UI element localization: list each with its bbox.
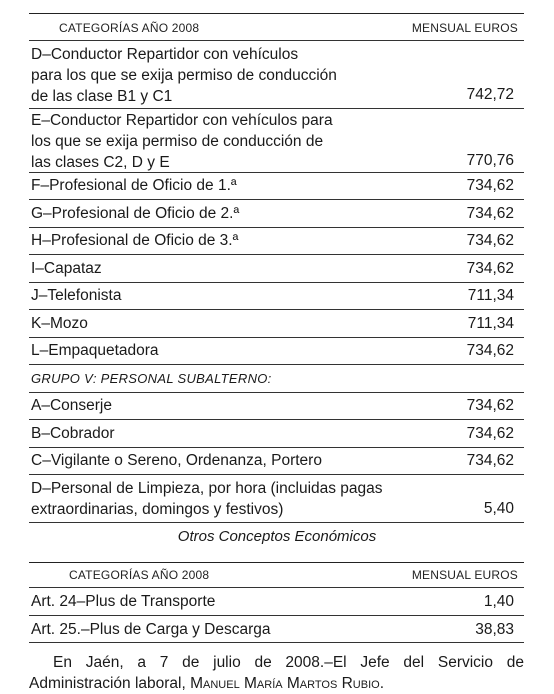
row-value: 734,62 (466, 232, 514, 249)
header-amount: MENSUAL EUROS (411, 21, 518, 35)
row-label: J–Telefonista (31, 287, 122, 304)
header-amount: MENSUAL EUROS (411, 568, 518, 582)
row-label: Art. 24–Plus de Transporte (31, 593, 216, 610)
row-rule (29, 474, 524, 475)
row-value: 734,62 (466, 342, 514, 359)
table-bottom-rule (29, 642, 524, 643)
row-value: 734,62 (466, 452, 514, 469)
row-rule (29, 309, 524, 310)
row-label: F–Profesional de Oficio de 1.ª (31, 177, 237, 194)
row-value: 734,62 (466, 177, 514, 194)
row-label: D–Personal de Limpieza, por hora (incluidas pagas extraordinarias, domingos y festivos) (31, 480, 383, 518)
signature-paragraph (29, 652, 524, 694)
row-value: 711,34 (467, 315, 514, 332)
row-rule (29, 227, 524, 228)
header-category: CATEGORÍAS AÑO 2008 (69, 568, 210, 582)
table-top-rule (29, 562, 524, 563)
row-value: 5,40 (483, 500, 514, 517)
row-rule (29, 615, 524, 616)
row-value: 711,34 (467, 287, 514, 304)
row-value: 734,62 (466, 260, 514, 277)
signatory-name: Manuel María Martos Rubio. (190, 675, 385, 692)
row-label: K–Mozo (31, 315, 88, 332)
table-bottom-rule (29, 522, 524, 523)
row-label: H–Profesional de Oficio de 3.ª (31, 232, 239, 249)
row-label: B–Cobrador (31, 425, 115, 442)
row-rule (29, 364, 524, 365)
section-title: Otros Conceptos Económicos (177, 528, 377, 545)
row-value: 770,76 (466, 152, 514, 169)
row-label: C–Vigilante o Sereno, Ordenanza, Portero (31, 452, 322, 469)
header-rule (29, 40, 524, 41)
row-value: 38,83 (475, 621, 514, 638)
row-rule (29, 282, 524, 283)
row-rule (29, 172, 524, 173)
header-rule (29, 587, 524, 588)
footer-text: En Jaén, a 7 de julio de 2008.–El Jefe del Servicio de Administración laboral, (29, 654, 524, 692)
row-rule (29, 254, 524, 255)
row-label: D–Conductor Repartidor con vehículos para los que se exija permiso de conducción de las clase B1 y C1 (31, 46, 337, 105)
row-value: 734,62 (466, 397, 514, 414)
row-rule (29, 447, 524, 448)
row-rule (29, 392, 524, 393)
table-row (29, 110, 524, 174)
row-label: G–Profesional de Oficio de 2.ª (31, 205, 240, 222)
group-heading: GRUPO V: PERSONAL SUBALTERNO: (31, 371, 272, 386)
row-value: 742,72 (466, 86, 514, 103)
table-row (29, 478, 524, 522)
row-rule (29, 199, 524, 200)
row-value: 734,62 (466, 205, 514, 222)
row-rule (29, 337, 524, 338)
table-top-rule (29, 13, 524, 14)
table-row (29, 44, 524, 108)
row-value: 1,40 (483, 593, 514, 610)
row-rule (29, 419, 524, 420)
row-rule (29, 108, 524, 109)
row-value: 734,62 (466, 425, 514, 442)
row-label: E–Conductor Repartidor con vehículos para los que se exija permiso de conducción de las clases C2, D y E (31, 112, 333, 171)
row-label: I–Capataz (31, 260, 102, 277)
row-label: A–Conserje (31, 397, 112, 414)
row-label: Art. 25.–Plus de Carga y Descarga (31, 621, 271, 638)
header-category: CATEGORÍAS AÑO 2008 (59, 21, 200, 35)
row-label: L–Empaquetadora (31, 342, 159, 359)
